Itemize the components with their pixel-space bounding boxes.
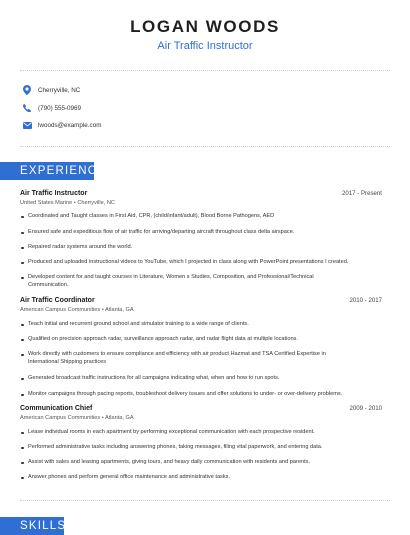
job-company-line: American Campus Communities • Atlanta, GA (20, 414, 134, 421)
company-location: Cherryville, NC (77, 199, 115, 206)
job-bullets (20, 391, 382, 399)
bullet-item: Lease individual rooms in each apartment by performing exceptional communication with each prospective resident. (20, 429, 382, 437)
job-title: Air Traffic Coordinator (20, 297, 95, 304)
experience-heading: EXPERIENCE (0, 162, 94, 180)
company-location: Atlanta, GA (104, 306, 134, 313)
job-bullets (20, 459, 382, 467)
bullet-item: Generated broadcast traffic instructions for all campaigns indicating what, when and how to run spots. (20, 375, 382, 383)
email-icon (20, 122, 34, 129)
job-entry (20, 190, 382, 206)
job-bullets (20, 429, 382, 437)
bullet-item: Coordinated and Taught classes in First Aid, CPR, (child/infant/adult), Blood Borne Pathogens, AED (20, 213, 382, 221)
job-title: Communication Chief (20, 405, 93, 412)
skills-heading: SKILLS (0, 517, 64, 535)
job-entry (20, 405, 382, 421)
map-pin-icon (20, 85, 34, 95)
job-bullets (20, 274, 330, 289)
bullet-item: Assist with sales and leasing apartments, giving tours, and heavy daily communication with residents and parents. (20, 459, 382, 467)
bullet-item: Monitor campaigns through pacing reports, troubleshoot delivery issues and offer solutions to under- or over-delivery problems. (20, 391, 382, 399)
bullet-item: Developed content for and taught courses in Literature, Women s Studies, Composition, and Professional/Technical Communication. (20, 274, 330, 289)
contact-phone (20, 101, 81, 115)
job-bullets (20, 474, 382, 482)
candidate-title: Air Traffic Instructor (157, 40, 253, 52)
bullet-item: Qualified on precision approach radar, surveillance approach radar, and radar flight data at multiple locations. (20, 336, 382, 344)
job-bullets (20, 321, 382, 329)
bullet-item: Teach initial and recurrent ground school and simulator training to a wide range of clients. (20, 321, 382, 329)
job-company-line: American Campus Communities • Atlanta, GA (20, 306, 134, 313)
email-text: lwoods@example.com (38, 121, 102, 129)
job-title: Air Traffic Instructor (20, 190, 88, 197)
job-dates: 2009 - 2010 (349, 405, 382, 412)
company-name: American Campus Communities (20, 414, 101, 421)
bullet-item: Performed administrative tasks including answering phones, taking messages, filing vital paperwork, and entering data. (20, 444, 382, 452)
location-text: Cherryville, NC (38, 86, 81, 94)
bullet-item: Ensured safe and expeditious flow of air traffic for arriving/departing aircraft throughout class delta airspace. (20, 229, 382, 237)
company-name: American Campus Communities (20, 306, 101, 313)
company-location: Atlanta, GA (104, 414, 134, 421)
phone-text: (790) 555-0969 (38, 104, 82, 112)
company-name: United States Marine (20, 199, 73, 206)
contact-email (20, 118, 101, 132)
job-bullets (20, 375, 382, 383)
candidate-name: LOGAN WOODS (130, 17, 280, 36)
job-bullets (20, 444, 382, 452)
bullet-item: Produced and uploaded instructional videos to YouTube, which I projected in class along with PowerPoint presentations I created. (20, 259, 382, 267)
job-dates: 2010 - 2017 (349, 297, 382, 304)
contact-location (20, 83, 80, 97)
job-entry (20, 297, 382, 313)
job-bullets (20, 351, 350, 366)
job-bullets (20, 244, 382, 252)
job-bullets (20, 336, 382, 344)
bullet-item: Answer phones and perform general office maintenance and administrative tasks. (20, 474, 382, 482)
job-bullets (20, 259, 382, 267)
bullet-item: Work directly with customers to ensure compliance and efficiency with air product Hazmat and TSA Certified Expertise in International Shipping practices (20, 351, 350, 366)
job-dates: 2017 - Present (342, 190, 382, 197)
job-bullets (20, 213, 382, 221)
job-bullets (20, 229, 382, 237)
bullet-item: Repaired radar systems around the world. (20, 244, 382, 252)
phone-icon (20, 104, 34, 112)
job-company-line: United States Marine • Cherryville, NC (20, 199, 115, 206)
divider (20, 70, 390, 71)
divider (20, 146, 390, 147)
divider (20, 500, 390, 501)
